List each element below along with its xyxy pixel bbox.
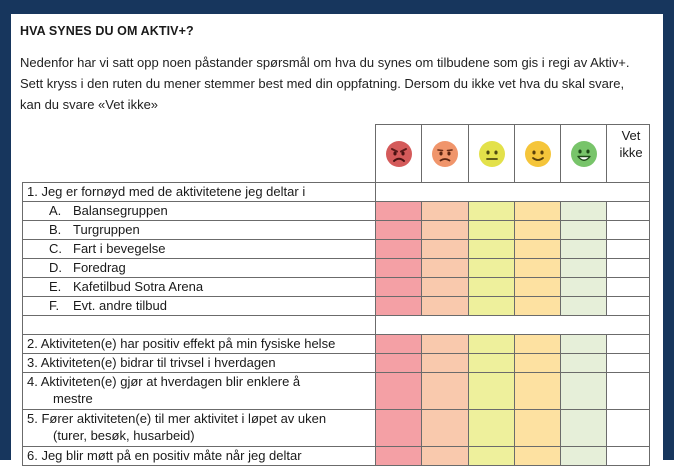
question-1b-text: [23, 221, 376, 240]
question-1a-text: [23, 202, 376, 221]
page-title: HVA SYNES DU OM AKTIV+?: [20, 24, 194, 38]
answer-cell-1e-dontknow[interactable]: [607, 278, 650, 297]
question-5-line-2: (turer, besøk, husarbeid): [53, 428, 195, 443]
answer-cell-1e-5[interactable]: [561, 278, 607, 297]
answer-cell-6-3[interactable]: [469, 447, 515, 466]
question-1f-text: [23, 297, 376, 316]
table-row: [23, 447, 650, 466]
answer-cell-4-dontknow[interactable]: [607, 373, 650, 410]
question-1-blank: [376, 183, 650, 202]
table-row: [23, 335, 650, 354]
item-label: Balansegruppen: [73, 203, 168, 218]
question-3-text: 3. Aktiviteten(e) bidrar til trivsel i hverdagen: [23, 354, 376, 373]
answer-cell-1b-4[interactable]: [515, 221, 561, 240]
answer-cell-2-4[interactable]: [515, 335, 561, 354]
smiling-face-icon: [523, 139, 553, 169]
answer-cell-1b-2[interactable]: [422, 221, 469, 240]
survey-table: [22, 124, 650, 466]
answer-cell-6-5[interactable]: [561, 447, 607, 466]
answer-cell-1f-5[interactable]: [561, 297, 607, 316]
answer-cell-1c-dontknow[interactable]: [607, 240, 650, 259]
dont-know-label-1: Vet: [621, 128, 641, 143]
answer-cell-3-3[interactable]: [469, 354, 515, 373]
table-row: [23, 202, 650, 221]
answer-cell-3-1[interactable]: [376, 354, 422, 373]
answer-cell-4-1[interactable]: [376, 373, 422, 410]
answer-cell-4-5[interactable]: [561, 373, 607, 410]
item-label: Fart i bevegelse: [73, 241, 166, 256]
answer-cell-2-1[interactable]: [376, 335, 422, 354]
item-label: Kafetilbud Sotra Arena: [73, 279, 204, 294]
answer-cell-1a-2[interactable]: [422, 202, 469, 221]
table-row: [23, 410, 650, 447]
answer-cell-6-dontknow[interactable]: [607, 447, 650, 466]
question-4-text: [23, 373, 376, 410]
answer-cell-1c-3[interactable]: [469, 240, 515, 259]
answer-cell-6-4[interactable]: [515, 447, 561, 466]
item-letter: C.: [49, 241, 62, 256]
very-angry-face-icon: [384, 139, 414, 169]
item-letter: E.: [49, 279, 62, 294]
table-row: [23, 240, 650, 259]
item-letter: F.: [49, 298, 60, 313]
answer-cell-5-3[interactable]: [469, 410, 515, 447]
question-4-line-1: 4. Aktiviteten(e) gjør at hverdagen blir enklere å: [27, 374, 301, 389]
table-row: [23, 259, 650, 278]
answer-cell-3-2[interactable]: [422, 354, 469, 373]
item-label: Evt. andre tilbud: [73, 298, 167, 313]
answer-cell-1a-4[interactable]: [515, 202, 561, 221]
answer-cell-4-4[interactable]: [515, 373, 561, 410]
item-letter: B.: [49, 222, 62, 237]
answer-cell-1c-1[interactable]: [376, 240, 422, 259]
answer-cell-1b-dontknow[interactable]: [607, 221, 650, 240]
spacer-cell: [23, 316, 376, 335]
question-1e-text: [23, 278, 376, 297]
scale-very-satisfied: [561, 125, 607, 183]
item-label: Foredrag: [73, 260, 126, 275]
answer-cell-2-3[interactable]: [469, 335, 515, 354]
answer-cell-1c-2[interactable]: [422, 240, 469, 259]
question-2-text: 2. Aktiviteten(e) har positiv effekt på min fysiske helse: [23, 335, 376, 354]
answer-cell-2-2[interactable]: [422, 335, 469, 354]
answer-cell-1e-4[interactable]: [515, 278, 561, 297]
answer-cell-1a-dontknow[interactable]: [607, 202, 650, 221]
answer-cell-2-dontknow[interactable]: [607, 335, 650, 354]
dont-know-label-2: ikke: [619, 145, 643, 160]
question-6-text: 6. Jeg blir møtt på en positiv måte når jeg deltar: [23, 447, 376, 466]
question-1d-text: [23, 259, 376, 278]
answer-cell-3-5[interactable]: [561, 354, 607, 373]
answer-cell-3-4[interactable]: [515, 354, 561, 373]
scale-neutral: [469, 125, 515, 183]
answer-cell-1f-4[interactable]: [515, 297, 561, 316]
scale-dissatisfied: [422, 125, 469, 183]
answer-cell-3-dontknow[interactable]: [607, 354, 650, 373]
answer-cell-1a-1[interactable]: [376, 202, 422, 221]
spacer-cell-wide: [376, 316, 650, 335]
scale-header-row: [23, 125, 650, 183]
answer-cell-1f-3[interactable]: [469, 297, 515, 316]
answer-cell-6-2[interactable]: [422, 447, 469, 466]
table-row: [23, 354, 650, 373]
table-row: [23, 221, 650, 240]
document-page: [11, 14, 663, 474]
answer-cell-4-3[interactable]: [469, 373, 515, 410]
answer-cell-1b-3[interactable]: [469, 221, 515, 240]
answer-cell-5-5[interactable]: [561, 410, 607, 447]
answer-cell-5-dontknow[interactable]: [607, 410, 650, 447]
answer-cell-5-4[interactable]: [515, 410, 561, 447]
answer-cell-1e-3[interactable]: [469, 278, 515, 297]
question-1-text: 1. Jeg er fornøyd med de aktivitetene jeg deltar i: [23, 183, 376, 202]
answer-cell-1d-2[interactable]: [422, 259, 469, 278]
answer-cell-1f-1[interactable]: [376, 297, 422, 316]
frowning-face-icon: [430, 139, 460, 169]
answer-cell-1d-4[interactable]: [515, 259, 561, 278]
scale-dont-know: [607, 125, 650, 183]
table-row: [23, 373, 650, 410]
answer-cell-1c-4[interactable]: [515, 240, 561, 259]
answer-cell-1d-dontknow[interactable]: [607, 259, 650, 278]
answer-cell-1a-5[interactable]: [561, 202, 607, 221]
item-label: Turgruppen: [73, 222, 140, 237]
answer-cell-4-2[interactable]: [422, 373, 469, 410]
table-row: [23, 297, 650, 316]
answer-cell-6-1[interactable]: [376, 447, 422, 466]
intro-text: Nedenfor har vi satt opp noen påstander spørsmål om hva du synes om tilbudene som gis i regi av Aktiv+. Sett kryss i den ruten du mener stemmer best med din oppfatning. Dersom du ikke vet hva du skal svare, kan du svare «Vet ikke»: [20, 55, 630, 112]
answer-cell-1c-5[interactable]: [561, 240, 607, 259]
question-5-line-1: 5. Fører aktiviteten(e) til mer aktivitet i løpet av uken: [27, 411, 327, 426]
answer-cell-1e-1[interactable]: [376, 278, 422, 297]
answer-cell-5-2[interactable]: [422, 410, 469, 447]
answer-cell-1b-1[interactable]: [376, 221, 422, 240]
item-letter: D.: [49, 260, 62, 275]
answer-cell-5-1[interactable]: [376, 410, 422, 447]
answer-cell-1a-3[interactable]: [469, 202, 515, 221]
answer-cell-1e-2[interactable]: [422, 278, 469, 297]
scale-satisfied: [515, 125, 561, 183]
question-1c-text: [23, 240, 376, 259]
question-4-line-2: mestre: [53, 391, 93, 406]
table-row: [23, 278, 650, 297]
answer-cell-1d-1[interactable]: [376, 259, 422, 278]
answer-cell-1d-5[interactable]: [561, 259, 607, 278]
answer-cell-1f-2[interactable]: [422, 297, 469, 316]
answer-cell-1f-dontknow[interactable]: [607, 297, 650, 316]
item-letter: A.: [49, 203, 62, 218]
answer-cell-1d-3[interactable]: [469, 259, 515, 278]
question-5-text: [23, 410, 376, 447]
grinning-face-icon: [569, 139, 599, 169]
answer-cell-1b-5[interactable]: [561, 221, 607, 240]
scale-very-dissatisfied: [376, 125, 422, 183]
spacer-row: [23, 316, 650, 335]
header-blank: [23, 125, 376, 183]
question-row-1: [23, 183, 650, 202]
answer-cell-2-5[interactable]: [561, 335, 607, 354]
neutral-face-icon: [477, 139, 507, 169]
